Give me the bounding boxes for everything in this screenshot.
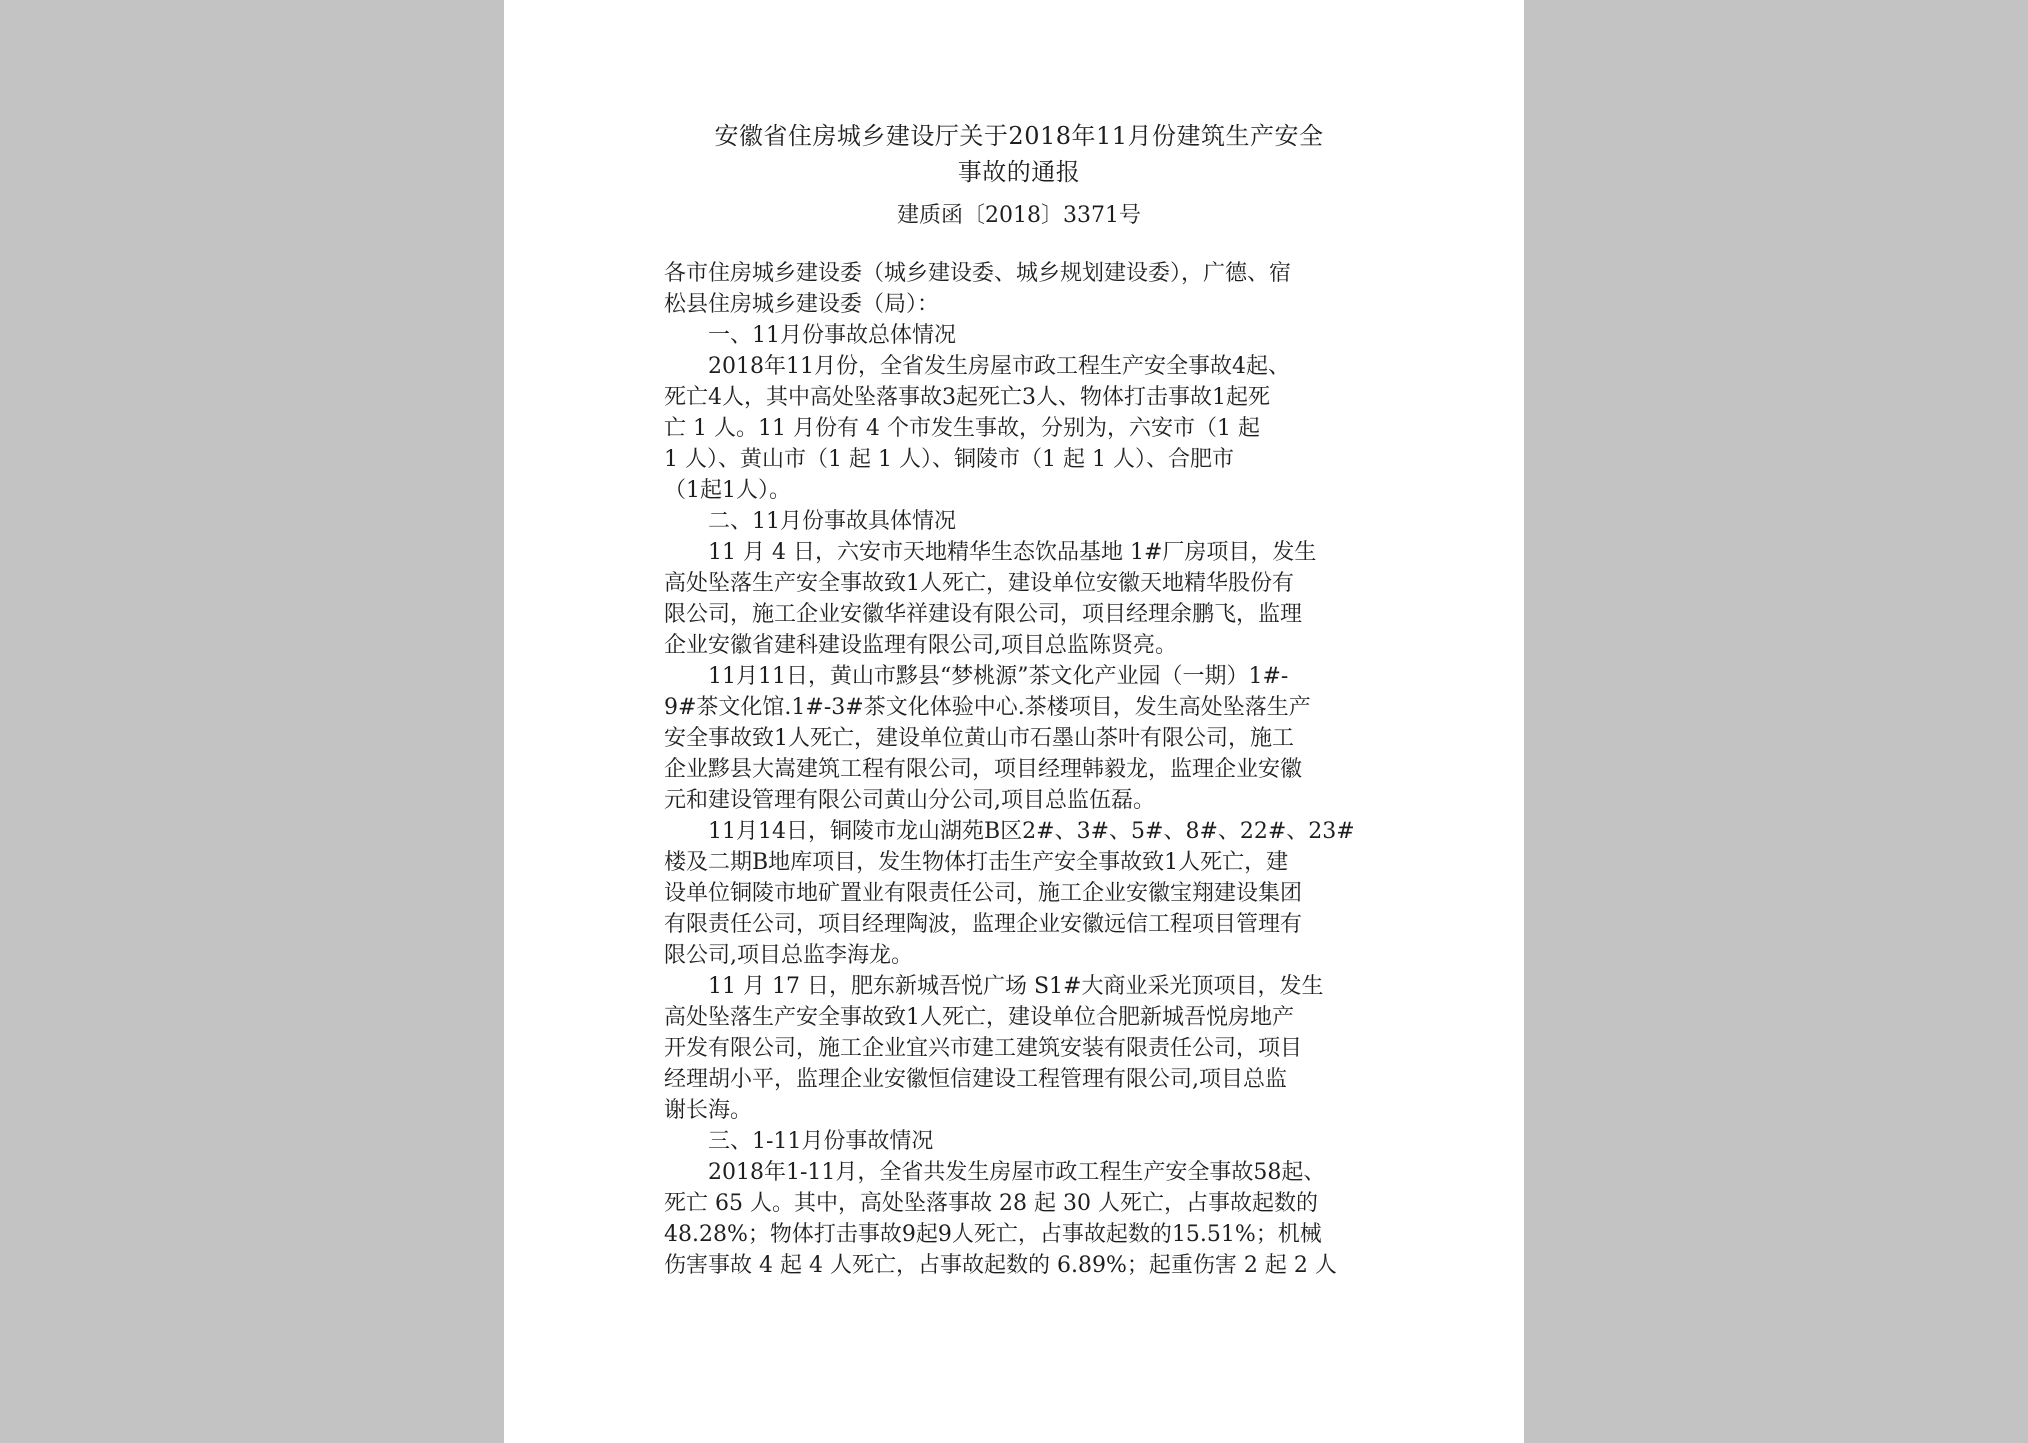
text-line: 限公司,项目总监李海龙。 — [664, 943, 913, 968]
title-line-1: 安徽省住房城乡建设厅关于2018年11月份建筑生产安全 — [714, 122, 1324, 150]
title-line-2: 事故的通报 — [957, 158, 1081, 186]
text-line: 一、11月份事故总体情况 — [708, 323, 956, 348]
text-line: 限公司，施工企业安徽华祥建设有限公司，项目经理余鹏飞，监理 — [664, 602, 1303, 627]
text-line: 楼及二期B地库项目，发生物体打击生产安全事故致1人死亡，建 — [664, 850, 1289, 875]
text-line: 11月11日，黄山市黟县“梦桃源”茶文化产业园（一期）1#- — [708, 664, 1289, 689]
text-line: 三、1-11月份事故情况 — [708, 1129, 934, 1154]
text-line: 企业黟县大嵩建筑工程有限公司，项目经理韩毅龙，监理企业安徽 — [664, 757, 1303, 782]
text-line: 安全事故致1人死亡，建设单位黄山市石墨山茶叶有限公司，施工 — [664, 726, 1294, 751]
text-line: 伤害事故 4 起 4 人死亡，占事故起数的 6.89%；起重伤害 2 起 2 人 — [664, 1253, 1337, 1278]
text-line: 经理胡小平，监理企业安徽恒信建设工程管理有限公司,项目总监 — [664, 1067, 1287, 1092]
document-title — [664, 118, 1374, 190]
text-line: 高处坠落生产安全事故致1人死亡，建设单位合肥新城吾悦房地产 — [664, 1005, 1294, 1030]
text-line: 11 月 4 日，六安市天地精华生态饮品基地 1#厂房项目，发生 — [708, 540, 1317, 565]
text-line: 48.28%；物体打击事故9起9人死亡，占事故起数的15.51%；机械 — [664, 1222, 1322, 1247]
text-line: 死亡 65 人。其中，高处坠落事故 28 起 30 人死亡，占事故起数的 — [664, 1191, 1318, 1216]
text-line: 二、11月份事故具体情况 — [708, 509, 956, 534]
text-line: 11 月 17 日，肥东新城吾悦广场 S1#大商业采光顶项目，发生 — [708, 974, 1324, 999]
text-line: 设单位铜陵市地矿置业有限责任公司，施工企业安徽宝翔建设集团 — [664, 881, 1303, 906]
document-number: 建质函〔2018〕3371号 — [897, 203, 1141, 228]
text-line: （1起1人）。 — [664, 478, 791, 503]
text-line: 元和建设管理有限公司黄山分公司,项目总监伍磊。 — [664, 788, 1155, 813]
text-line: 11月14日，铜陵市龙山湖苑B区2#、3#、5#、8#、22#、23# — [708, 819, 1355, 844]
text-line: 9#茶文化馆.1#-3#茶文化体验中心.茶楼项目，发生高处坠落生产 — [664, 695, 1311, 720]
text-line: 开发有限公司，施工企业宜兴市建工建筑安装有限责任公司，项目 — [664, 1036, 1303, 1061]
text-line: 谢长海。 — [664, 1098, 753, 1123]
document-text — [664, 258, 1374, 1281]
text-line: 企业安徽省建科建设监理有限公司,项目总监陈贤亮。 — [664, 633, 1177, 658]
text-line: 1 人）、黄山市（1 起 1 人）、铜陵市（1 起 1 人）、合肥市 — [664, 447, 1234, 472]
text-line: 死亡4人，其中高处坠落事故3起死亡3人、物体打击事故1起死 — [664, 385, 1270, 410]
text-line: 各市住房城乡建设委（城乡建设委、城乡规划建设委），广德、宿 — [664, 261, 1292, 286]
text-line: 2018年1-11月，全省共发生房屋市政工程生产安全事故58起、 — [708, 1160, 1326, 1185]
document-page — [504, 0, 1524, 1443]
text-line: 有限责任公司，项目经理陶波，监理企业安徽远信工程项目管理有 — [664, 912, 1303, 937]
text-line: 高处坠落生产安全事故致1人死亡，建设单位安徽天地精华股份有 — [664, 571, 1294, 596]
text-line: 亡 1 人。11 月份有 4 个市发生事故，分别为，六安市（1 起 — [664, 416, 1260, 441]
text-line: 松县住房城乡建设委（局）： — [664, 292, 940, 317]
text-line: 2018年11月份，全省发生房屋市政工程生产安全事故4起、 — [708, 354, 1290, 379]
document-body — [664, 118, 1374, 1281]
